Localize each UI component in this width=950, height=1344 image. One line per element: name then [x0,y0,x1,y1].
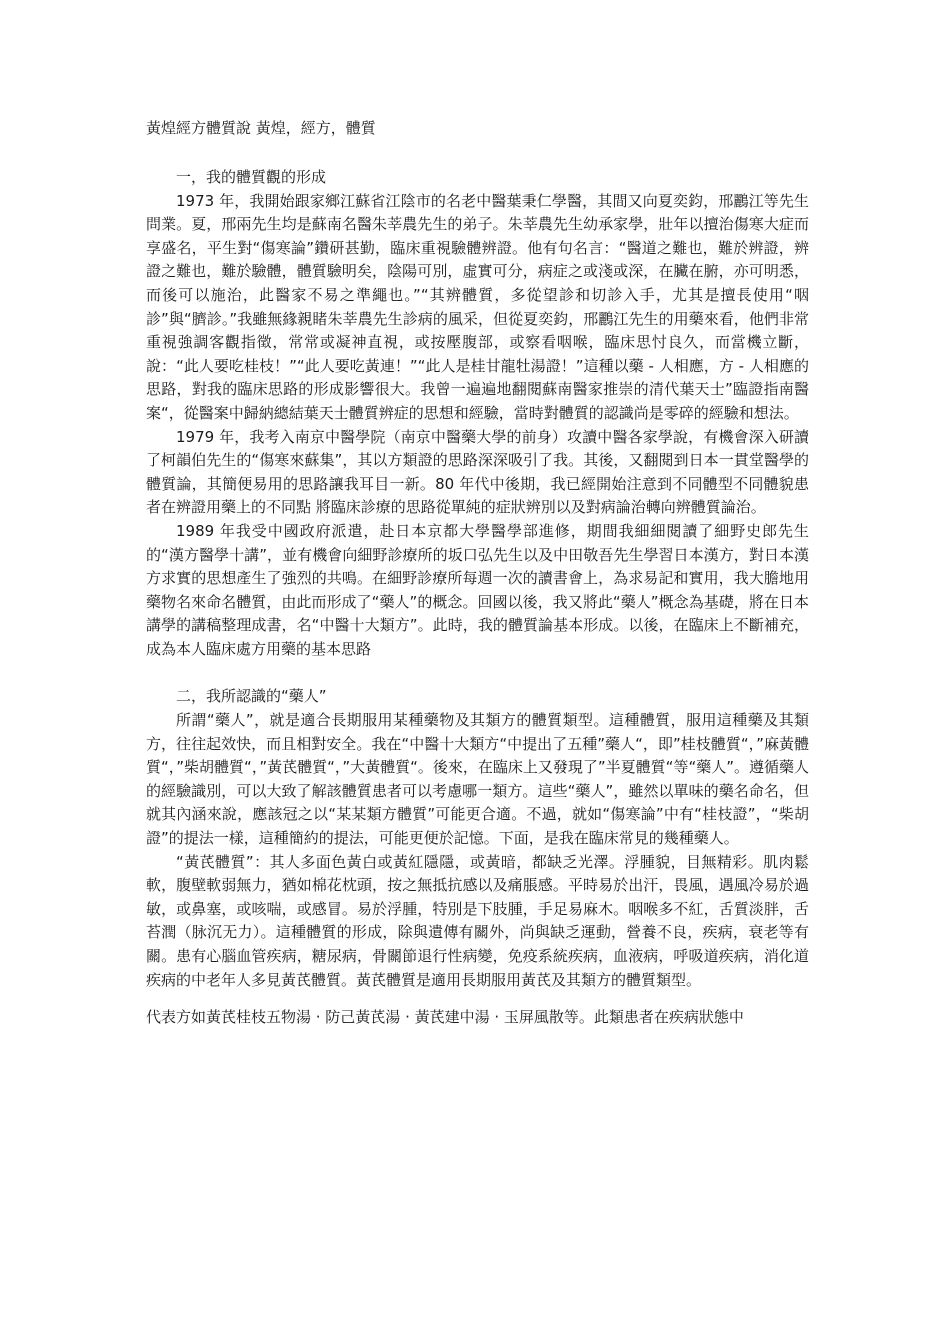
document-body [146,166,809,1030]
section-heading-1: 一，我的體質觀的形成 [176,168,327,186]
section-heading-2: 二，我所認識的“藥人” [176,687,327,706]
paragraph-4: 所謂“藥人”，就是適合長期服用某種藥物及其類方的體質類型。這種體質，服用這種藥及其類方，往往起效快，而且相對安全。我在“中醫十大類方“中提出了五種”藥人“，即”桂枝體質“，”麻黃體質“，”柴胡體質“，”黃芪體質“，”大黃體質“。後來，在臨床上又發現了”半夏體質“等“藥人”。遵循藥人的經驗識別，可以大致了解該體質患者可以考慮哪一類方。這些“藥人”，雖然以單味的藥名命名，但就其內涵來說，應該冠之以“某某類方體質”可能更合適。不過，就如“傷寒論”中有“桂枝證”，“柴胡證”的提法一樣，這種簡約的提法，可能更便於記憶。下面，是我在臨床常見的幾種藥人。 [146,711,809,848]
document-title: 黃煌經方體質說 黃煌，經方，體質 [146,119,376,137]
paragraph-2: 1979 年，我考入南京中醫學院（南京中醫藥大學的前身）攻讀中醫各家學說，有機會深入研讀了柯韻伯先生的“傷寒來蘇集”，其以方類證的思路深深吸引了我。其後，又翻閱到日本一貫堂醫學的體質論，其簡便易用的思路讓我耳目一新。80 年代中後期，我已經開始注意到不同體型不同體貌患者在辨證用藥上的不同點 將臨床診療的思路從單純的症狀辨別以及對病論治轉向辨體質論治。 [146,427,809,517]
paragraph-5: “黃芪體質”：其人多面色黃白或黃紅隱隱，或黃暗，都缺乏光澤。浮腫貌，目無精彩。肌肉鬆軟，腹壁軟弱無力，猶如棉花枕頭，按之無抵抗感以及痛脹感。平時易於出汗，畏風，遇風冷易於過敏，或鼻塞，或咳喘，或感冒。易於浮腫，特別是下肢腫，手足易麻木。咽喉多不紅，舌質淡胖，舌苔潤（脉沉无力）。這種體質的形成，除與遺傳有關外，尚與缺乏運動，營養不良，疾病，衰老等有關。患有心腦血管疾病，糖尿病，骨關節退行性病變，免疫系統疾病，血液病，呼吸道疾病，消化道疾病的中老年人多見黃芪體質。黃芪體質是適用長期服用黃芪及其類方的體質類型。 [146,852,809,989]
paragraph-1: 1973 年，我開始跟家鄉江蘇省江陰市的名老中醫葉秉仁學醫，其間又向夏奕鈞，邢鸝江等先生問業。夏，邢兩先生均是蘇南名醫朱莘農先生的弟子。朱莘農先生幼承家學，壯年以擅治傷寒大症而享盛名，平生對“傷寒論”鑽研甚勤，臨床重視驗體辨證。他有句名言：“醫道之難也，難於辨證，辨證之難也，難於驗體，體質驗明矣，陰陽可別，虛實可分，病症之或淺或深，在臟在腑，亦可明悉，而後可以施治，此醫家不易之準繩也。”“其辨體質，多從望診和切診入手，尤其是擅長使用“咽診”與“臍診。”我雖無緣親睹朱莘農先生診病的風采，但從夏奕鈞，邢鸝江先生的用藥來看，他們非常重視強調客觀指徵，常常或凝神直視，或按壓腹部，或察看咽喉，臨床思忖良久，而當機立斷，說：“此人要吃桂枝！”“此人要吃黃連！”“此人是桂甘龍牡湯證！”這種以藥 - 人相應，方 - 人相應的思路，對我的臨床思路的形成影響很大。我曾一遍遍地翻閱蘇南醫家推崇的清代葉天士”臨證指南醫案“，從醫案中歸納總結葉天士體質辨症的思想和經驗，當時對體質的認識尚是零碎的經驗和想法。 [146,191,809,422]
paragraph-tail: 代表方如黃芪桂枝五物湯 · 防己黃芪湯 · 黃芪建中湯 · 玉屏風散等。此類患者在疾病狀態中 [146,1008,744,1027]
paragraph-3: 1989 年我受中國政府派遣，赴日本京都大學醫學部進修，期間我細細閱讀了細野史郎先生的“漢方醫學十講”，並有機會向細野診療所的坂口弘先生以及中田敬吾先生學習日本漢方，對日本漢方求實的思想產生了強烈的共鳴。在細野診療所每週一次的讀書會上，為求易記和實用，我大膽地用藥物名來命名體質，由此而形成了“藥人”的概念。回國以後，我又將此“藥人”概念為基礎，將在日本講學的講稿整理成書，名“中醫十大類方”。此時，我的體質論基本形成。以後，在臨床上不斷補充，成為本人臨床處方用藥的基本思路 [146,521,809,658]
